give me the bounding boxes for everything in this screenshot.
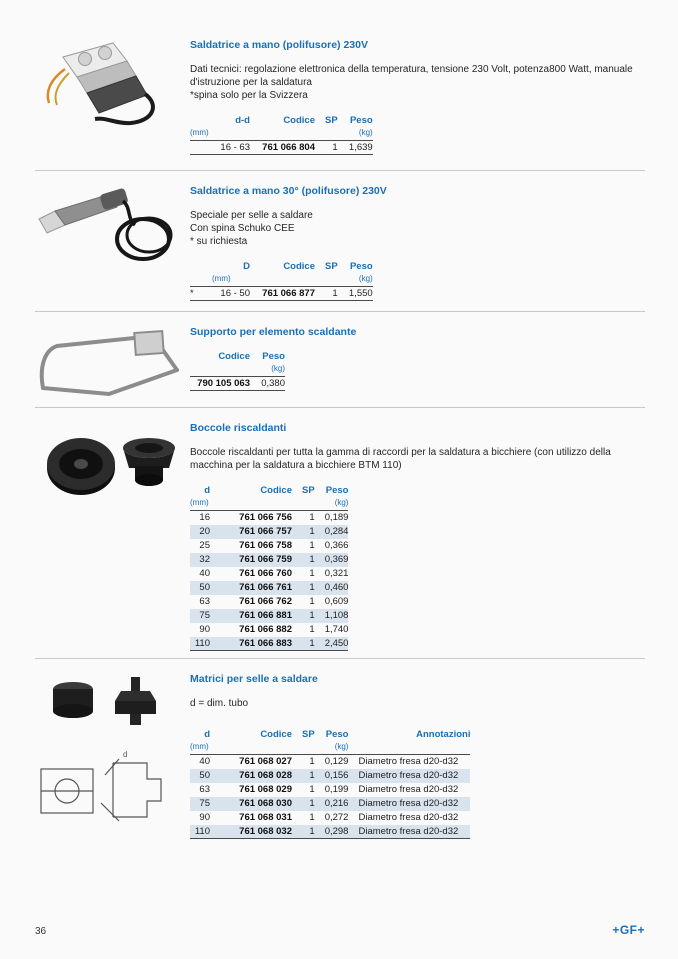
column-unit (190, 364, 250, 377)
table-cell: 0,272 (324, 812, 349, 823)
table-cell: 0,189 (324, 512, 349, 524)
column-header: Codice (218, 351, 250, 362)
table-cell: 761 066 757 (210, 525, 292, 539)
table-cell: 16 - 63 (190, 141, 250, 155)
column-header: Peso (349, 115, 373, 126)
table-cell: 1,639 (338, 141, 373, 155)
table-row (190, 539, 348, 553)
table-cell: 761 066 758 (239, 540, 292, 551)
table-cell: 761 066 756 (239, 512, 292, 524)
table-row (190, 287, 373, 301)
table-cell: 761 068 030 (210, 797, 292, 811)
product-image-hand-welder (35, 25, 190, 170)
support-stand-photo (35, 326, 185, 401)
table-cell: 75 (190, 797, 210, 811)
table-cell: 1 (309, 540, 315, 551)
paragraph: Con spina Schuko CEE (190, 223, 295, 234)
product-table-wrap (190, 114, 645, 155)
table-row (190, 811, 470, 825)
product-image-saddle-dies (35, 659, 190, 839)
table-cell: 110 (190, 637, 210, 651)
column-header: SP (325, 261, 338, 272)
table-row (190, 769, 470, 783)
table-cell: 32 (190, 553, 210, 567)
table-cell: Diametro fresa d20-d32 (358, 812, 459, 823)
saddle-dies-photo (35, 673, 185, 731)
section-content (190, 659, 645, 839)
table-cell: 0,298 (315, 825, 349, 839)
column-header: Peso (262, 351, 285, 362)
gf-logo: +GF+ (612, 923, 645, 937)
drawing-dimension-label: d (123, 750, 128, 759)
table-cell: 761 066 759 (210, 553, 292, 567)
table-cell: 761 068 029 (239, 784, 292, 795)
paragraph: d = dim. tubo (190, 698, 249, 709)
table-cell: 90 (199, 812, 210, 823)
section-saldatrice-230v (35, 25, 645, 170)
table-cell: 1 (292, 825, 315, 839)
section-supporto (35, 312, 645, 407)
column-header: Codice (283, 115, 315, 126)
column-unit (292, 742, 315, 755)
table-cell: 1 (292, 553, 315, 567)
table-cell: 63 (199, 596, 210, 607)
table-cell: 0,199 (324, 784, 349, 795)
table-cell: 16 (199, 512, 210, 524)
table-cell: 761 066 883 (210, 637, 292, 651)
column-header: Annotazioni (416, 729, 471, 740)
section-title: Matrici per selle a saldare (190, 673, 318, 685)
column-unit (250, 274, 315, 287)
table-cell: Diametro fresa d20-d32 (358, 756, 459, 768)
column-unit: (kg) (315, 742, 349, 755)
column-header (190, 260, 202, 274)
table-row (190, 511, 348, 525)
table-row (190, 377, 285, 391)
page-number: 36 (35, 926, 47, 937)
table-cell: 16 - 50 (202, 287, 250, 301)
column-header: Codice (283, 261, 315, 272)
table-cell: 761 068 031 (239, 812, 292, 823)
table-row (190, 637, 348, 651)
table-cell: 761 066 762 (239, 596, 292, 607)
table-cell: 25 (199, 540, 210, 551)
table-cell: 761 068 032 (210, 825, 292, 839)
table-cell: 40 (199, 756, 210, 768)
table-cell: 0,609 (324, 596, 349, 607)
table-cell: 50 (190, 769, 210, 783)
table-cell: 1 (309, 568, 315, 579)
section-matrici (35, 659, 645, 839)
table-row (190, 595, 348, 609)
table-cell: 1 (292, 797, 315, 811)
column-header: Codice (260, 729, 292, 740)
table-cell: 1 (292, 609, 315, 623)
section-paragraphs (190, 209, 645, 248)
table-cell: 0,129 (324, 756, 349, 768)
table-row (190, 141, 373, 155)
section-content (190, 25, 645, 170)
product-table-wrap (190, 484, 645, 651)
table-row (190, 755, 470, 769)
section-saldatrice-30 (35, 171, 645, 311)
section-paragraphs (190, 63, 645, 102)
table-cell: 1,108 (315, 609, 349, 623)
column-unit (210, 498, 292, 511)
table-row (190, 783, 470, 797)
table-cell: 761 066 761 (210, 581, 292, 595)
table-cell: 1 (315, 141, 338, 155)
hand-welder-photo (35, 39, 180, 139)
table-row (190, 825, 470, 839)
column-header: d (204, 485, 210, 496)
table-cell: 0,366 (324, 540, 349, 551)
section-title: Saldatrice a mano (polifusore) 230V (190, 39, 368, 51)
column-header: d (204, 729, 210, 740)
table-cell: 0,156 (315, 769, 349, 783)
table-cell: 0,460 (315, 581, 349, 595)
column-unit: (mm) (190, 742, 210, 755)
table-row (190, 553, 348, 567)
product-image-support-stand (35, 312, 190, 407)
column-unit: (mm) (190, 128, 250, 141)
section-content (190, 171, 645, 311)
paragraph: Dati tecnici: regolazione elettronica della temperatura, tensione 230 Volt, potenza800 Watt, manuale d'istruzione per la saldatura (190, 64, 633, 88)
column-header: Peso (349, 261, 373, 272)
product-image-heating-bushings (35, 408, 190, 658)
table-cell: 0,380 (250, 377, 285, 391)
section-paragraphs (190, 697, 645, 710)
section-content (190, 408, 645, 658)
table-cell: 761 066 804 (250, 141, 315, 155)
table-row (190, 525, 348, 539)
table-cell: 1 (292, 525, 315, 539)
table-cell: 1,550 (338, 287, 373, 301)
table-cell: 75 (190, 609, 210, 623)
product-table (190, 728, 470, 839)
heating-bushings-photo (35, 422, 185, 502)
column-unit: (kg) (250, 364, 285, 377)
table-cell: Diametro fresa d20-d32 (348, 769, 470, 783)
table-cell: 0,369 (315, 553, 349, 567)
section-title: Supporto per elemento scaldante (190, 326, 357, 338)
table-cell: 1 (292, 637, 315, 651)
product-table-wrap (190, 260, 645, 301)
column-unit: (mm) (202, 274, 250, 287)
table-cell: 790 105 063 (190, 377, 250, 391)
table-row (190, 797, 470, 811)
section-paragraphs (190, 446, 645, 472)
table-cell: 761 066 881 (210, 609, 292, 623)
table-cell: 1 (292, 769, 315, 783)
table-cell: * (190, 287, 202, 301)
column-unit (190, 274, 202, 287)
table-cell: 2,450 (315, 637, 349, 651)
paragraph: Speciale per selle a saldare (190, 210, 313, 221)
table-cell: 1 (315, 287, 338, 301)
column-header: Peso (325, 485, 349, 496)
product-table-wrap (190, 728, 645, 839)
section-boccole (35, 408, 645, 658)
table-cell: 761 068 027 (239, 756, 292, 768)
column-unit: (kg) (338, 128, 373, 141)
table-cell: 1 (309, 812, 315, 823)
table-cell: 90 (199, 624, 210, 635)
product-image-angle-welder (35, 171, 190, 311)
column-header: Peso (325, 729, 349, 740)
product-table (190, 484, 348, 651)
paragraph: *spina solo per la Svizzera (190, 90, 308, 101)
table-cell: 0,284 (315, 525, 349, 539)
column-unit (210, 742, 292, 755)
column-unit (348, 742, 470, 755)
column-header: Codice (260, 485, 292, 496)
column-unit (315, 274, 338, 287)
product-table (190, 260, 373, 301)
column-header: D (243, 261, 250, 272)
column-header: SP (325, 115, 338, 126)
column-header: SP (302, 485, 315, 496)
column-header: d-d (235, 115, 250, 126)
table-cell: 1 (309, 624, 315, 635)
table-cell: 1 (309, 596, 315, 607)
table-cell: 63 (199, 784, 210, 795)
table-cell: 50 (190, 581, 210, 595)
column-unit (250, 128, 315, 141)
table-cell: 761 068 028 (210, 769, 292, 783)
column-unit (292, 498, 315, 511)
table-cell: 110 (190, 825, 210, 839)
table-cell: 761 066 760 (239, 568, 292, 579)
table-cell: 761 066 882 (239, 624, 292, 635)
table-row (190, 609, 348, 623)
page-footer (35, 923, 645, 937)
section-title: Saldatrice a mano 30° (polifusore) 230V (190, 185, 387, 197)
table-cell: Diametro fresa d20-d32 (348, 825, 470, 839)
table-cell: 0,216 (315, 797, 349, 811)
column-unit: (kg) (338, 274, 373, 287)
saddle-die-drawing (35, 747, 185, 835)
product-table (190, 114, 373, 155)
section-title: Boccole riscaldanti (190, 422, 287, 434)
table-row (190, 623, 348, 637)
column-unit (315, 128, 338, 141)
table-cell: 40 (199, 568, 210, 579)
table-cell: 0,321 (324, 568, 349, 579)
section-content (190, 312, 645, 407)
table-cell: 1,740 (324, 624, 349, 635)
table-row (190, 581, 348, 595)
table-cell: 1 (309, 784, 315, 795)
table-cell: 761 066 877 (250, 287, 315, 301)
paragraph: * su richiesta (190, 236, 248, 247)
table-cell: 1 (309, 756, 315, 768)
paragraph: Boccole riscaldanti per tutta la gamma di raccordi per la saldatura a bicchiere (con utilizzo della macchina per la saldatura a bicchiere BTM 110) (190, 447, 611, 471)
table-cell: 1 (292, 581, 315, 595)
product-table-wrap (190, 350, 645, 391)
column-unit: (mm) (190, 498, 210, 511)
table-cell: 1 (309, 512, 315, 524)
column-unit: (kg) (315, 498, 349, 511)
column-header: SP (302, 729, 315, 740)
table-row (190, 567, 348, 581)
table-cell: 20 (190, 525, 210, 539)
table-cell: Diametro fresa d20-d32 (358, 784, 459, 795)
angle-welder-photo (35, 185, 185, 265)
product-table (190, 350, 285, 391)
table-cell: Diametro fresa d20-d32 (348, 797, 470, 811)
